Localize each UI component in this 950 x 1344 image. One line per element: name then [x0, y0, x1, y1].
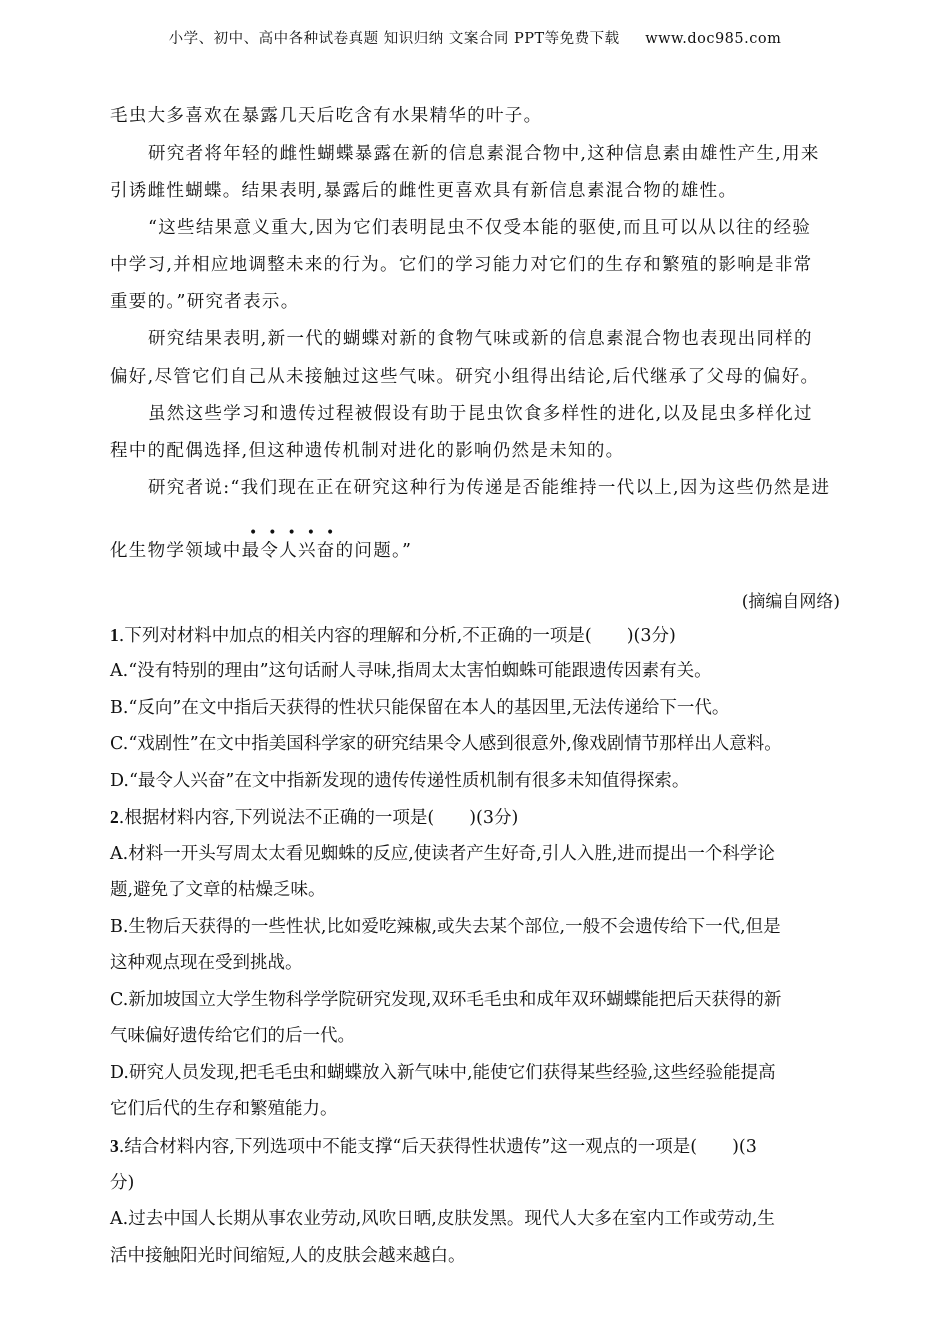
question-text: .根据材料内容,下列说法不正确的一项是( )(3分): [118, 808, 519, 828]
question-stem: [110, 624, 676, 647]
question-stem: [110, 806, 518, 829]
option-line: 题,避免了文章的枯燥乏味。: [110, 880, 326, 900]
question-stem: [110, 1135, 757, 1158]
option-line: B.“反向”在文中指后天获得的性状只能保留在本人的基因里,无法传递给下一代。: [110, 698, 730, 718]
article-line: 研究结果表明,新一代的蝴蝶对新的食物气味或新的信息素混合物也表现出同样的: [148, 329, 813, 349]
option-line: 这种观点现在受到挑战。: [110, 953, 303, 973]
option-line: A.材料一开头写周太太看见蜘蛛的反应,使读者产生好奇,引人入胜,进而提出一个科学论: [110, 844, 775, 864]
article-line: 偏好,尽管它们自己从未接触过这些气味。研究小组得出结论,后代继承了父母的偏好。: [110, 367, 820, 387]
option-line: C.新加坡国立大学生物科学学院研究发现,双环毛毛虫和成年双环蝴蝶能把后天获得的新: [110, 990, 782, 1010]
option-line: C.“戏剧性”在文中指美国科学家的研究结果令人感到很意外,像戏剧情节那样出人意料。: [110, 734, 782, 754]
article-line: 重要的。”研究者表示。: [110, 292, 300, 312]
article-line: 引诱雌性蝴蝶。结果表明,暴露后的雌性更喜欢具有新信息素混合物的雄性。: [110, 181, 738, 201]
question-text: .结合材料内容,下列选项中不能支撑“后天获得性状遗传”这一观点的一项是( )(3: [118, 1137, 757, 1157]
option-line: D.“最令人兴奋”在文中指新发现的遗传传递性质机制有很多未知值得探索。: [110, 771, 690, 791]
option-line: 它们后代的生存和繁殖能力。: [110, 1099, 338, 1119]
header-url: www.doc985.com: [645, 31, 782, 47]
article-line: 研究者说:“我们现在正在研究这种行为传递是否能维持一代以上,因为这些仍然是进: [148, 478, 831, 498]
article-line: 程中的配偶选择,但这种遗传机制对进化的影响仍然是未知的。: [110, 441, 625, 461]
article-line: 化生物学领域中最令人兴奋的问题。”: [110, 541, 413, 561]
header-text: 小学、初中、高中各种试卷真题 知识归纳 文案合同 PPT等免费下载: [168, 31, 620, 47]
option-line: 气味偏好遗传给它们的后一代。: [110, 1026, 355, 1046]
article-line: 研究者将年轻的雌性蝴蝶暴露在新的信息素混合物中,这种信息素由雄性产生,用来: [148, 144, 820, 164]
emphasis-dots: •••••: [249, 525, 346, 541]
article-line: 虽然这些学习和遗传过程被假设有助于昆虫饮食多样性的进化,以及昆虫多样化过: [148, 404, 813, 424]
source-note: (摘编自网络): [741, 592, 840, 612]
article-line: 毛虫大多喜欢在暴露几天后吃含有水果精华的叶子。: [110, 106, 543, 126]
article-line: “这些结果意义重大,因为它们表明昆虫不仅受本能的驱使,而且可以从以往的经验: [148, 218, 812, 238]
question-number: 2: [110, 807, 119, 827]
option-line: 活中接触阳光时间缩短,人的皮肤会越来越白。: [110, 1246, 466, 1266]
option-line: A.“没有特别的理由”这句话耐人寻味,指周太太害怕蜘蛛可能跟遗传因素有关。: [110, 661, 712, 681]
option-line: D.研究人员发现,把毛毛虫和蝴蝶放入新气味中,能使它们获得某些经验,这些经验能提高: [110, 1063, 776, 1083]
option-line: A.过去中国人长期从事农业劳动,风吹日晒,皮肤发黑。现代人大多在室内工作或劳动,生: [110, 1209, 775, 1229]
question-number: 3: [110, 1136, 119, 1156]
option-line: B.生物后天获得的一些性状,比如爱吃辣椒,或失去某个部位,一般不会遗传给下一代,但是: [110, 917, 781, 937]
article-line: 中学习,并相应地调整未来的行为。它们的学习能力对它们的生存和繁殖的影响是非常: [110, 255, 813, 275]
question-number: 1: [110, 625, 119, 645]
question-text: .下列对材料中加点的相关内容的理解和分析,不正确的一项是( )(3分): [118, 626, 676, 646]
question-text-cont: 分): [110, 1173, 135, 1193]
page-header: [0, 27, 950, 48]
